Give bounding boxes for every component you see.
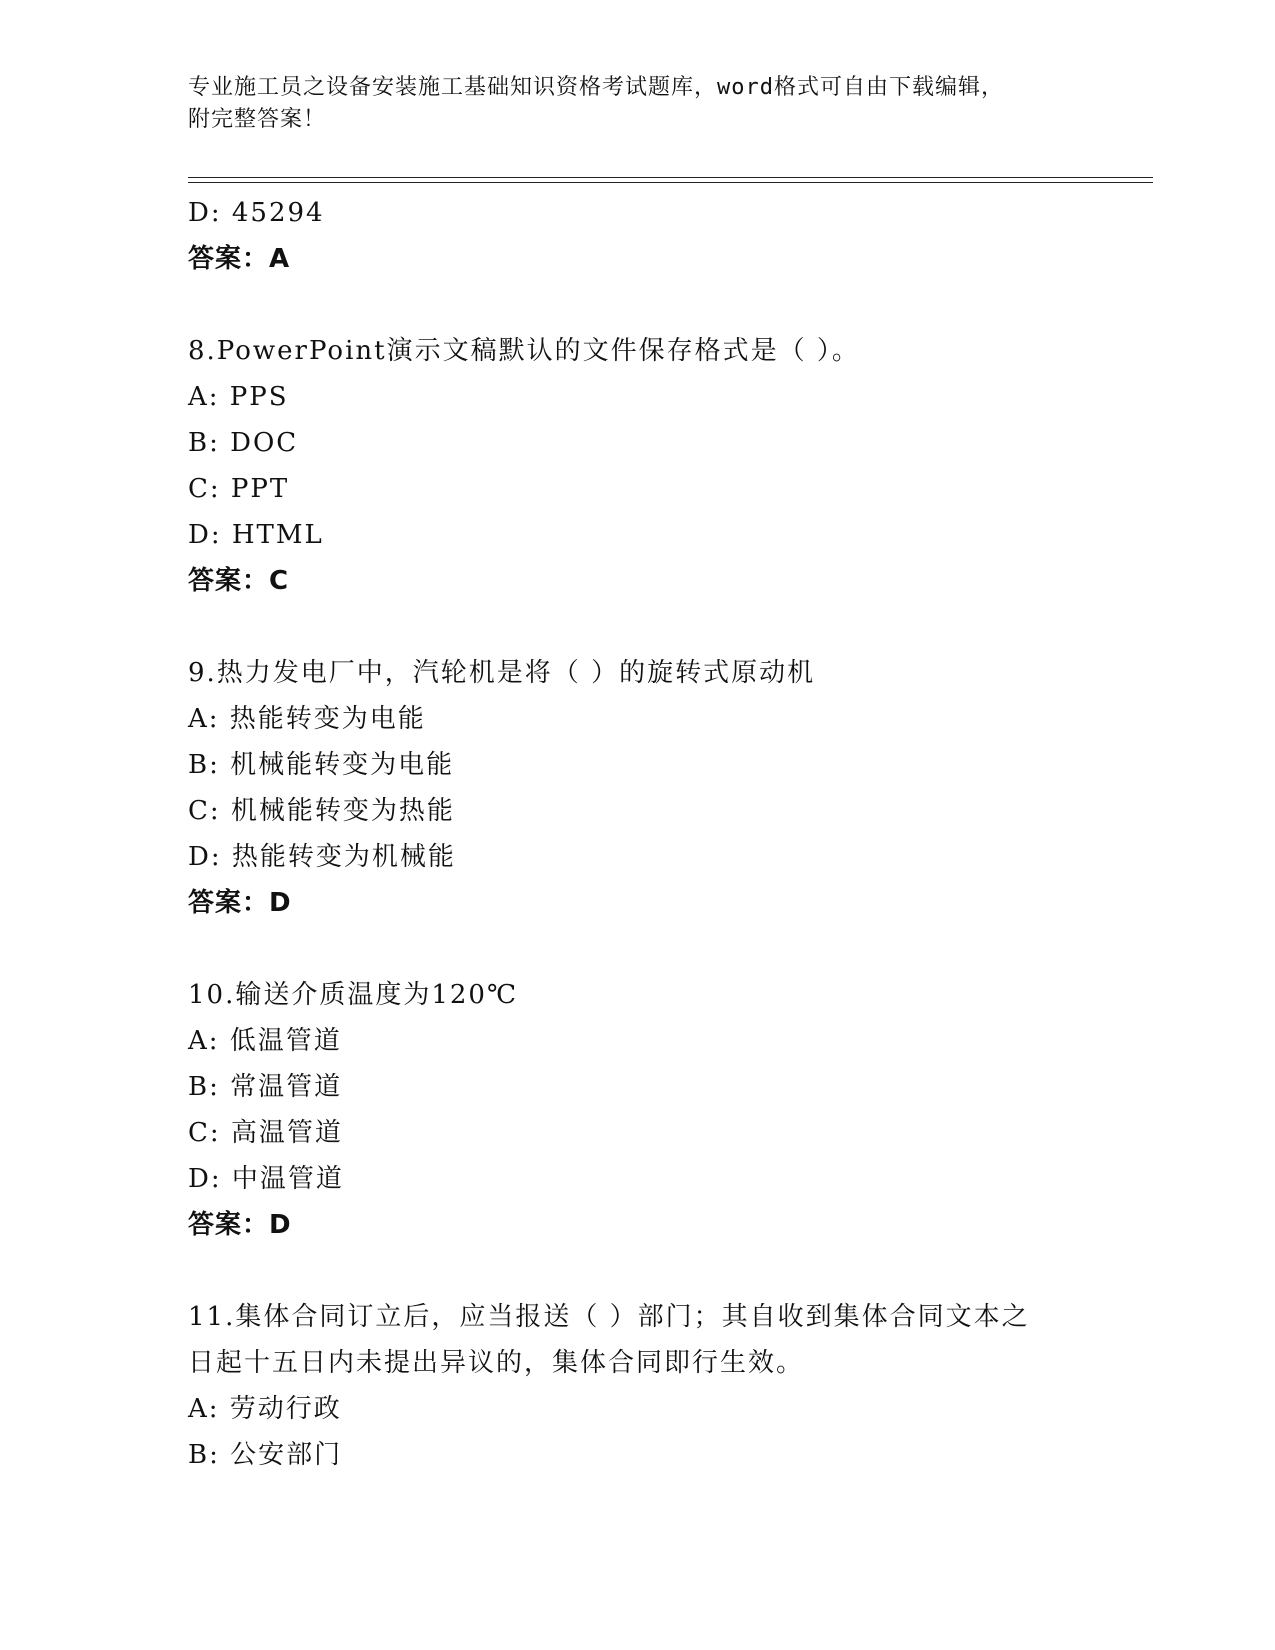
header-divider-bottom <box>188 182 1153 183</box>
header-divider-top <box>188 177 1153 178</box>
option-d: D: 45294 <box>188 198 325 228</box>
option-b: B: 公安部门 <box>188 1440 343 1470</box>
question-stem: 9.热力发电厂中，汽轮机是将（ ）的旋转式原动机 <box>188 658 816 688</box>
question-spacer <box>188 604 1153 650</box>
option-a: A: PPS <box>188 382 289 412</box>
option-c: C: PPT <box>188 474 290 504</box>
option-d: D: 中温管道 <box>188 1164 344 1194</box>
question-7-tail <box>188 190 1153 282</box>
question-spacer <box>188 282 1153 328</box>
header-title-line-1: 专业施工员之设备安装施工基础知识资格考试题库，word格式可自由下载编辑， <box>188 75 1004 100</box>
option-c: C: 机械能转变为热能 <box>188 796 455 826</box>
answer-line: 答案：A <box>188 244 291 274</box>
document-header <box>188 72 1088 136</box>
answer-line: 答案：D <box>188 888 292 918</box>
question-list <box>188 190 1153 1478</box>
question-9 <box>188 650 1153 926</box>
question-stem-line-2: 日起十五日内未提出异议的，集体合同即行生效。 <box>188 1348 805 1378</box>
option-a: A: 劳动行政 <box>188 1394 342 1424</box>
question-stem-line-1: 11.集体合同订立后，应当报送（ ）部门；其自收到集体合同文本之 <box>188 1302 1030 1332</box>
option-c: C: 高温管道 <box>188 1118 343 1148</box>
question-stem: 8.PowerPoint演示文稿默认的文件保存格式是（ ）。 <box>188 336 860 366</box>
question-10 <box>188 972 1153 1248</box>
question-8 <box>188 328 1153 604</box>
header-title-line-2: 附完整答案！ <box>188 107 327 132</box>
answer-line: 答案：D <box>188 1210 292 1240</box>
option-d: D: HTML <box>188 520 324 550</box>
question-spacer <box>188 1248 1153 1294</box>
option-d: D: 热能转变为机械能 <box>188 842 456 872</box>
question-11 <box>188 1294 1153 1478</box>
option-b: B: DOC <box>188 428 299 458</box>
question-stem: 10.输送介质温度为120℃ <box>188 980 519 1010</box>
question-spacer <box>188 926 1153 972</box>
option-a: A: 低温管道 <box>188 1026 342 1056</box>
option-a: A: 热能转变为电能 <box>188 704 426 734</box>
option-b: B: 机械能转变为电能 <box>188 750 455 780</box>
option-b: B: 常温管道 <box>188 1072 343 1102</box>
answer-line: 答案：C <box>188 566 290 596</box>
